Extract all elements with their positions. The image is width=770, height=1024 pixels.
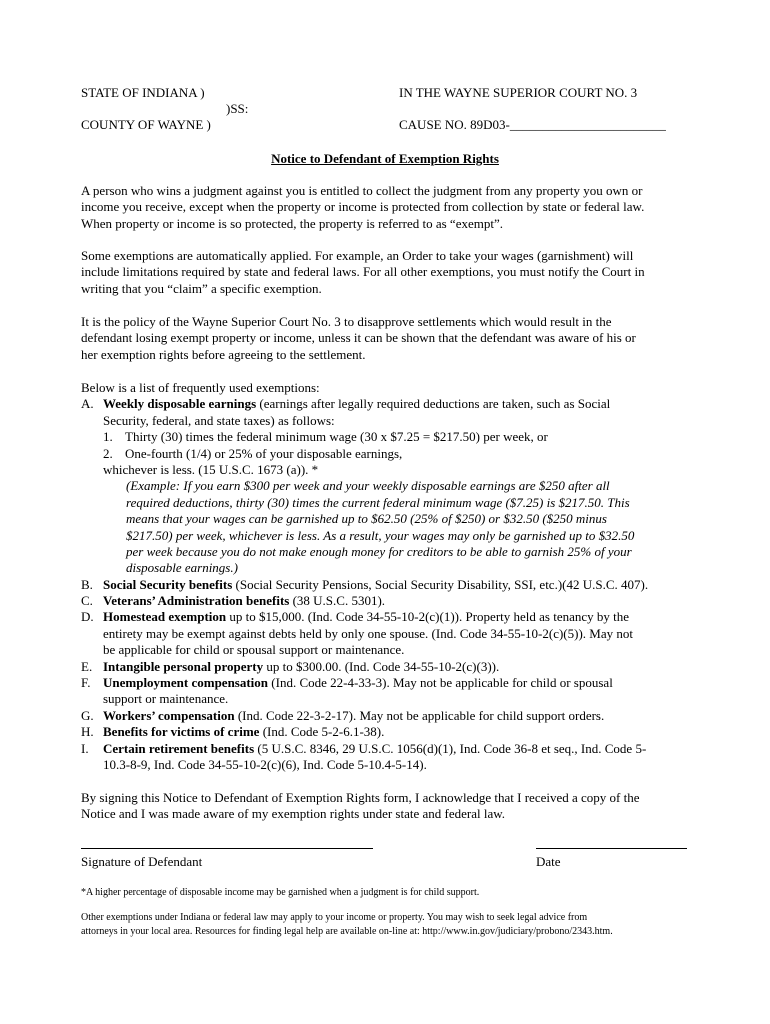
list-intro: Below is a list of frequently used exemptions: — [81, 380, 320, 395]
list-item-f — [81, 675, 691, 691]
list-item-continuation: 10.3-8-9, Ind. Code 34-55-10-2(c)(6), Ind. Code 5-10.4-5-14). — [103, 756, 427, 772]
other-exemptions-line: Other exemptions under Indiana or federal law may apply to your income or property. You may wish to seek legal advice from — [81, 912, 588, 923]
date-label: Date — [536, 854, 561, 869]
list-marker: D. — [81, 609, 94, 625]
list-item-b — [81, 577, 691, 593]
list-item-e — [81, 659, 691, 675]
list-item-i — [81, 741, 691, 757]
list-marker: C. — [81, 593, 93, 609]
acknowledgement-paragraph — [81, 790, 687, 823]
list-item-continuation: entirety may be exempt against debts held by only one spouse. (Ind. Code 34-55-10-2(c)(5)). May not — [103, 625, 633, 641]
text-line: defendant losing exempt property or income, unless it can be shown that the defendant was aware of his or — [81, 330, 636, 346]
text-line: income you receive, except when the property or income is protected from collection by state or federal law. — [81, 199, 645, 215]
text-line: Notice and I was made aware of my exemption rights under state and federal law. — [81, 806, 506, 822]
list-item-a — [81, 396, 691, 412]
list-item-d — [81, 609, 691, 625]
text-line: By signing this Notice to Defendant of Exemption Rights form, I acknowledge that I received a copy of the — [81, 790, 640, 805]
intro-paragraph — [81, 183, 687, 232]
list-marker: B. — [81, 576, 93, 592]
item-text: up to $300.00. (Ind. Code 34-55-10-2(c)(3)). — [263, 658, 500, 674]
automatic-exemptions-paragraph — [81, 248, 687, 297]
text-line: her exemption rights before agreeing to the settlement. — [81, 346, 366, 362]
example-line: required deductions, thirty (30) times the current federal minimum wage ($7.25) is $217.50. This — [126, 494, 630, 510]
text-line: include limitations required by state and federal laws. For all other exemptions, you must notify the Court in — [81, 264, 645, 280]
list-item-continuation: support or maintenance. — [103, 691, 229, 707]
item-text: (Social Security Pensions, Social Security Disability, SSI, etc.)(42 U.S.C. 407). — [232, 576, 649, 592]
item-text: (Ind. Code 22-4-33-3). May not be applicable for child or spousal — [268, 675, 613, 691]
item-heading: Intangible personal property — [103, 658, 264, 674]
item-heading: Workers’ compensation — [103, 707, 235, 723]
sub-marker: 2. — [103, 445, 113, 461]
signature-label: Signature of Defendant — [81, 854, 203, 869]
list-marker: I. — [81, 740, 89, 756]
example-line: per week because you do not make enough money for creditors to be able to garnish 25% of your — [126, 543, 632, 559]
example-line: $217.50) per week, whichever is less. As a result, your wages may only be garnished up to $32.50 — [126, 527, 635, 543]
item-heading: Unemployment compensation — [103, 675, 269, 691]
sub-text: One-fourth (1/4) or 25% of your disposable earnings, — [125, 445, 403, 461]
item-heading: Homestead exemption — [103, 609, 227, 625]
sub-text: Thirty (30) times the federal minimum wage (30 x $7.25 = $217.50) per week, or — [125, 429, 548, 445]
list-marker: G. — [81, 707, 94, 723]
text-line: Some exemptions are automatically applied. For example, an Order to take your wages (garnishment) will — [81, 248, 634, 263]
footnote: *A higher percentage of disposable income may be garnished when a judgment is for child support. — [81, 887, 480, 898]
list-marker: A. — [81, 396, 94, 412]
list-item-c — [81, 593, 691, 609]
example-line: disposable earnings.) — [126, 560, 238, 576]
list-marker: H. — [81, 724, 94, 740]
text-line: A person who wins a judgment against you is entitled to collect the judgment from any property you own or — [81, 183, 643, 198]
ss-caption: )SS: — [226, 101, 249, 116]
item-heading: Certain retirement benefits — [103, 740, 255, 756]
list-marker: E. — [81, 658, 93, 674]
sub-marker: 1. — [103, 429, 113, 445]
page-title: Notice to Defendant of Exemption Rights — [271, 151, 499, 166]
item-text: (5 U.S.C. 8346, 29 U.S.C. 1056(d)(1), Ind. Code 36-8 et seq., Ind. Code 5- — [254, 740, 647, 756]
item-heading: Weekly disposable earnings — [103, 396, 257, 412]
list-item-h — [81, 724, 691, 740]
court-caption: IN THE WAYNE SUPERIOR COURT NO. 3 — [399, 85, 638, 100]
text-line: writing that you “claim” a specific exemption. — [81, 280, 322, 296]
item-text: (Ind. Code 5-2-6.1-38). — [259, 724, 385, 740]
item-text: (earnings after legally required deductions are taken, such as Social — [256, 396, 611, 412]
exemption-list — [81, 380, 691, 773]
sub-item-1 — [81, 429, 691, 445]
sub-item-2 — [81, 446, 691, 462]
state-caption: STATE OF INDIANA ) — [81, 85, 205, 100]
item-text: (38 U.S.C. 5301). — [289, 593, 386, 609]
court-policy-paragraph — [81, 314, 687, 363]
cause-number: CAUSE NO. 89D03-________________________ — [399, 117, 666, 132]
list-item-continuation: Security, federal, and state taxes) as follows: — [103, 412, 335, 428]
list-item-continuation: be applicable for child or spousal support or maintenance. — [103, 642, 405, 658]
whichever-line: whichever is less. (15 U.S.C. 1673 (a)). * — [103, 461, 319, 477]
date-line[interactable] — [536, 848, 687, 849]
list-marker: F. — [81, 675, 91, 691]
signature-line[interactable] — [81, 848, 373, 849]
item-heading: Social Security benefits — [103, 576, 233, 592]
text-line: It is the policy of the Wayne Superior Court No. 3 to disapprove settlements which would result in the — [81, 314, 612, 329]
text-line: When property or income is so protected, the property is referred to as “exempt”. — [81, 215, 503, 231]
county-caption: COUNTY OF WAYNE ) — [81, 117, 211, 132]
list-item-g — [81, 708, 691, 724]
item-text: (Ind. Code 22-3-2-17). May not be applicable for child support orders. — [234, 707, 605, 723]
example-line: (Example: If you earn $300 per week and your weekly disposable earnings are $250 after all — [126, 478, 610, 494]
other-exemptions-line: attorneys in your local area. Resources for finding legal help are available on-line at: http://www.in.gov/judiciary/probono/2343.htm. — [81, 926, 613, 937]
item-heading: Benefits for victims of crime — [103, 724, 260, 740]
example-line: means that your wages can be garnished up to $62.50 (25% of $250) or $32.50 ($250 minus — [126, 511, 607, 527]
item-text: up to $15,000. (Ind. Code 34-55-10-2(c)(1)). Property held as tenancy by the — [226, 609, 630, 625]
item-heading: Veterans’ Administration benefits — [103, 593, 290, 609]
